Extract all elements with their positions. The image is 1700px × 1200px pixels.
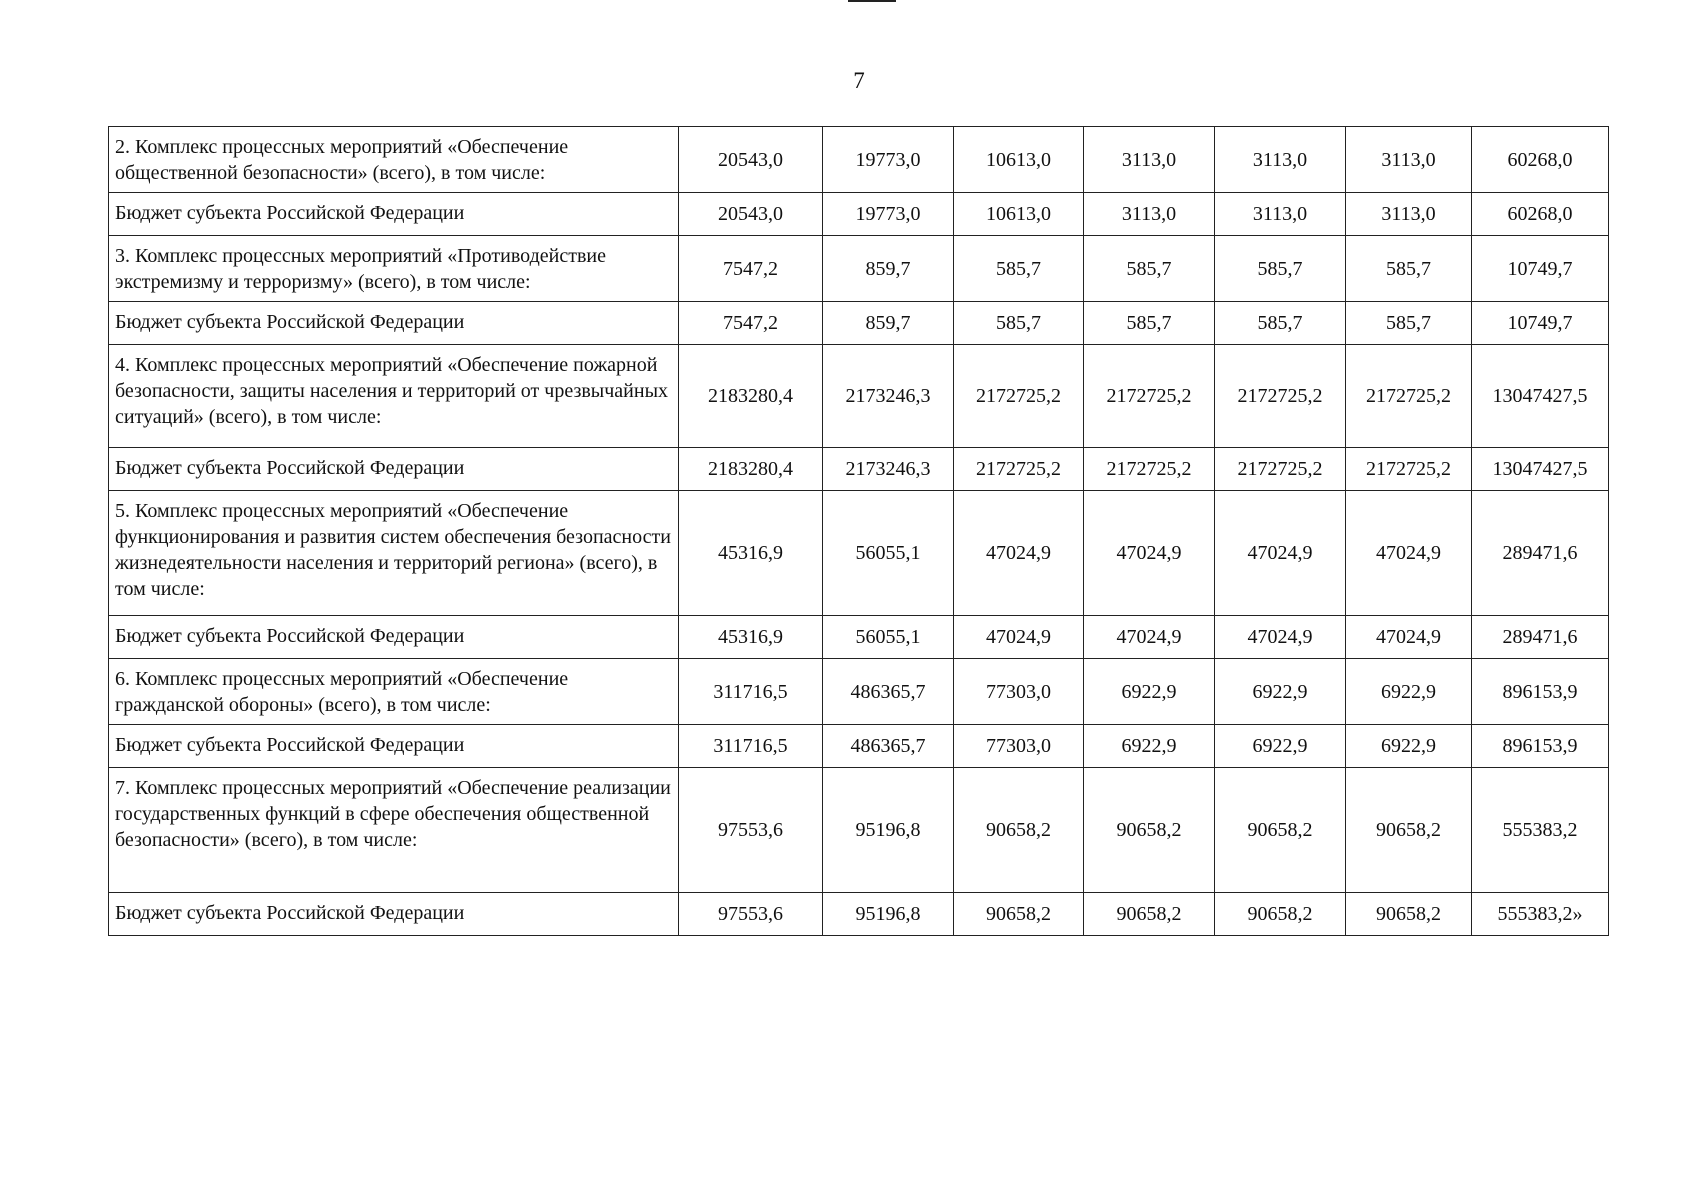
table-cell: 20543,0 — [679, 193, 823, 236]
table-cell: 47024,9 — [1084, 491, 1215, 616]
table-row — [109, 448, 1609, 491]
table-cell: 585,7 — [1215, 302, 1346, 345]
table-cell: 90658,2 — [1084, 893, 1215, 936]
top-rule — [848, 0, 896, 2]
table-cell: 95196,8 — [823, 768, 954, 893]
table-cell: 60268,0 — [1472, 127, 1609, 193]
table-cell: 7547,2 — [679, 236, 823, 302]
table-cell: 90658,2 — [1346, 893, 1472, 936]
table-cell: 311716,5 — [679, 725, 823, 768]
table-cell: 19773,0 — [823, 193, 954, 236]
table-row — [109, 725, 1609, 768]
table-cell: 3113,0 — [1346, 193, 1472, 236]
table-cell: 95196,8 — [823, 893, 954, 936]
table-cell: 90658,2 — [954, 893, 1084, 936]
table-row — [109, 616, 1609, 659]
table-cell: 19773,0 — [823, 127, 954, 193]
table-cell: 486365,7 — [823, 725, 954, 768]
table-cell: 6922,9 — [1346, 725, 1472, 768]
table-cell: 10749,7 — [1472, 302, 1609, 345]
table-row — [109, 893, 1609, 936]
row-label: 2. Комплекс процессных мероприятий «Обеспечение общественной безопасности» (всего), в том числе: — [109, 127, 679, 193]
table-cell: 47024,9 — [1346, 616, 1472, 659]
table-cell: 97553,6 — [679, 768, 823, 893]
table-cell: 2172725,2 — [1084, 448, 1215, 491]
table-cell: 289471,6 — [1472, 616, 1609, 659]
table-cell: 2172725,2 — [1215, 448, 1346, 491]
row-label: 4. Комплекс процессных мероприятий «Обеспечение пожарной безопасности, защиты населения и территорий от чрезвычайных ситуаций» (всего), в том числе: — [109, 345, 679, 448]
table-cell: 13047427,5 — [1472, 345, 1609, 448]
table-cell: 90658,2 — [1215, 768, 1346, 893]
table-cell: 585,7 — [1346, 302, 1472, 345]
table-cell: 10613,0 — [954, 193, 1084, 236]
table-cell: 10749,7 — [1472, 236, 1609, 302]
table-cell: 3113,0 — [1084, 193, 1215, 236]
table-cell: 56055,1 — [823, 491, 954, 616]
row-label: Бюджет субъекта Российской Федерации — [109, 448, 679, 491]
table-cell: 47024,9 — [954, 491, 1084, 616]
table-cell: 90658,2 — [954, 768, 1084, 893]
table-row — [109, 491, 1609, 616]
table-row — [109, 127, 1609, 193]
table-cell: 859,7 — [823, 302, 954, 345]
table-row — [109, 768, 1609, 893]
table-cell: 2172725,2 — [1084, 345, 1215, 448]
table-cell: 47024,9 — [1084, 616, 1215, 659]
row-label: Бюджет субъекта Российской Федерации — [109, 893, 679, 936]
table-cell: 2172725,2 — [954, 345, 1084, 448]
table-cell: 859,7 — [823, 236, 954, 302]
table-cell: 585,7 — [1346, 236, 1472, 302]
table-cell: 56055,1 — [823, 616, 954, 659]
table-cell: 3113,0 — [1215, 193, 1346, 236]
table-cell: 77303,0 — [954, 659, 1084, 725]
table-row — [109, 236, 1609, 302]
table-cell: 289471,6 — [1472, 491, 1609, 616]
table-cell: 3113,0 — [1215, 127, 1346, 193]
table-cell: 2183280,4 — [679, 448, 823, 491]
table-cell: 47024,9 — [1215, 491, 1346, 616]
table-cell: 585,7 — [954, 236, 1084, 302]
table-cell: 2172725,2 — [1215, 345, 1346, 448]
table-cell: 311716,5 — [679, 659, 823, 725]
table-cell: 6922,9 — [1215, 725, 1346, 768]
page-number: 7 — [853, 68, 865, 93]
table-cell: 3113,0 — [1084, 127, 1215, 193]
table-cell: 13047427,5 — [1472, 448, 1609, 491]
table-cell: 47024,9 — [954, 616, 1084, 659]
table-cell: 45316,9 — [679, 491, 823, 616]
table-cell: 555383,2» — [1472, 893, 1609, 936]
table-row — [109, 302, 1609, 345]
table-cell: 7547,2 — [679, 302, 823, 345]
row-label: Бюджет субъекта Российской Федерации — [109, 725, 679, 768]
row-label: 3. Комплекс процессных мероприятий «Противодействие экстремизму и терроризму» (всего), в том числе: — [109, 236, 679, 302]
table-cell: 555383,2 — [1472, 768, 1609, 893]
table-cell: 90658,2 — [1084, 768, 1215, 893]
row-label: Бюджет субъекта Российской Федерации — [109, 302, 679, 345]
table-cell: 60268,0 — [1472, 193, 1609, 236]
row-label: Бюджет субъекта Российской Федерации — [109, 193, 679, 236]
table-cell: 585,7 — [1084, 236, 1215, 302]
table-cell: 6922,9 — [1084, 725, 1215, 768]
table-cell: 896153,9 — [1472, 725, 1609, 768]
table-cell: 45316,9 — [679, 616, 823, 659]
table-cell: 585,7 — [1215, 236, 1346, 302]
table-cell: 97553,6 — [679, 893, 823, 936]
table-cell: 6922,9 — [1084, 659, 1215, 725]
table-cell: 6922,9 — [1346, 659, 1472, 725]
table-row — [109, 193, 1609, 236]
table-cell: 2173246,3 — [823, 448, 954, 491]
table-cell: 6922,9 — [1215, 659, 1346, 725]
table-cell: 3113,0 — [1346, 127, 1472, 193]
table-cell: 47024,9 — [1346, 491, 1472, 616]
table-cell: 896153,9 — [1472, 659, 1609, 725]
table-row — [109, 659, 1609, 725]
table-cell: 585,7 — [954, 302, 1084, 345]
table-cell: 47024,9 — [1215, 616, 1346, 659]
row-label: 7. Комплекс процессных мероприятий «Обеспечение реализации государственных функций в сфере обеспечения общественной безопасности» (всего), в том числе: — [109, 768, 679, 893]
table-cell: 90658,2 — [1215, 893, 1346, 936]
table-cell: 2172725,2 — [1346, 448, 1472, 491]
table-cell: 10613,0 — [954, 127, 1084, 193]
table-cell: 2173246,3 — [823, 345, 954, 448]
table-cell: 2172725,2 — [1346, 345, 1472, 448]
table-cell: 2183280,4 — [679, 345, 823, 448]
budget-table — [108, 126, 1609, 936]
table-cell: 486365,7 — [823, 659, 954, 725]
table-cell: 585,7 — [1084, 302, 1215, 345]
table-cell: 77303,0 — [954, 725, 1084, 768]
row-label: Бюджет субъекта Российской Федерации — [109, 616, 679, 659]
table-cell: 2172725,2 — [954, 448, 1084, 491]
table-row — [109, 345, 1609, 448]
table-cell: 90658,2 — [1346, 768, 1472, 893]
row-label: 5. Комплекс процессных мероприятий «Обеспечение функционирования и развития систем обеспечения безопасности жизнедеятельности населения и территорий региона» (всего), в том числе: — [109, 491, 679, 616]
row-label: 6. Комплекс процессных мероприятий «Обеспечение гражданской обороны» (всего), в том числе: — [109, 659, 679, 725]
table-cell: 20543,0 — [679, 127, 823, 193]
